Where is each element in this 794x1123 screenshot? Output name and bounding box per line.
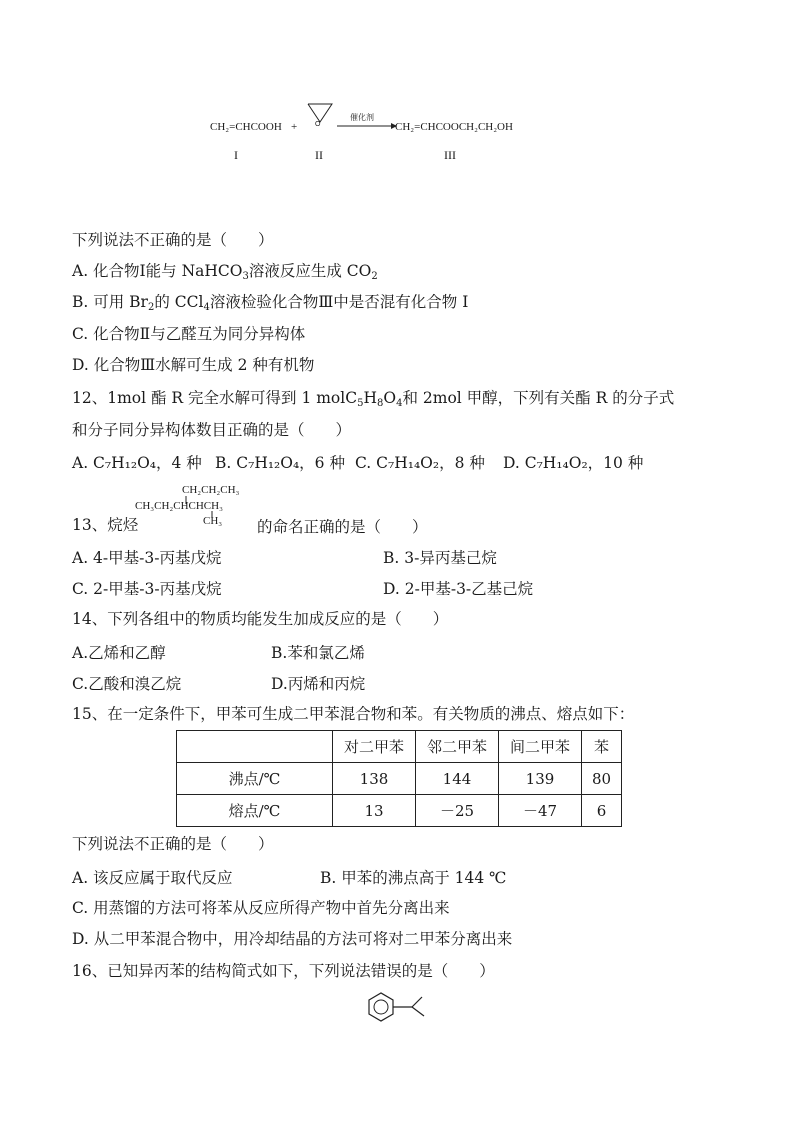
table-cell: 139 <box>499 763 582 795</box>
table-cell: 沸点/℃ <box>177 763 333 795</box>
q15-sub-stem: 下列说法不正确的是（ ） <box>72 835 274 853</box>
q15-option-a: A. 该反应属于取代反应 <box>72 869 233 887</box>
table-header-row <box>177 731 622 763</box>
q13-option-a: A. 4-甲基-3-丙基戊烷 <box>72 549 222 567</box>
q12-option-b: B. C₇H₁₂O₄，6 种 <box>215 454 345 472</box>
q15-stem: 15、在一定条件下，甲苯可生成二甲苯混合物和苯。有关物质的沸点、熔点如下： <box>72 705 635 723</box>
table-cell: 138 <box>333 763 416 795</box>
epoxide-ring-icon <box>306 102 336 132</box>
q14-stem: 14、下列各组中的物质均能发生加成反应的是（ ） <box>72 610 449 628</box>
ring-oxygen: O <box>315 121 321 128</box>
q12-option-d: D. C₇H₁₄O₂，10 种 <box>503 454 644 472</box>
q15-option-b: B. 甲苯的沸点高于 144 ℃ <box>320 869 507 887</box>
alkane-struct-bottom: CH₃ <box>203 515 223 527</box>
table-cell: －47 <box>499 795 582 827</box>
q14-option-a: A.乙烯和乙醇 <box>72 644 166 662</box>
label-compound-1: I <box>234 148 238 162</box>
q11-stem: 下列说法不正确的是（ ） <box>72 231 274 249</box>
catalyst-label: 催化剂 <box>350 113 374 122</box>
label-compound-2: II <box>315 148 323 162</box>
table-row <box>177 763 622 795</box>
q12-option-a: A. C₇H₁₂O₄，4 种 <box>72 454 202 472</box>
table-cell: 13 <box>333 795 416 827</box>
table-header-cell <box>177 731 333 763</box>
isopropylbenzene-structure-icon <box>360 992 440 1024</box>
table-cell: －25 <box>416 795 499 827</box>
q13-prefix: 13、烷烃 <box>72 516 139 534</box>
table-cell: 144 <box>416 763 499 795</box>
q13-option-b: B. 3-异丙基己烷 <box>383 549 497 567</box>
q11-option-c: C. 化合物Ⅱ与乙醛互为同分异构体 <box>72 325 306 343</box>
q15-option-d: D. 从二甲苯混合物中，用冷却结晶的方法可将对二甲苯分离出来 <box>72 930 513 948</box>
table-cell: 熔点/℃ <box>177 795 333 827</box>
label-compound-3: III <box>444 148 456 162</box>
table-header-cell: 邻二甲苯 <box>416 731 499 763</box>
table-cell: 6 <box>582 795 622 827</box>
q12-stem-line2: 和分子同分异构体数目正确的是（ ） <box>72 421 352 439</box>
table-header-cell: 苯 <box>582 731 622 763</box>
q12-option-c: C. C₇H₁₄O₂，8 种 <box>355 454 485 472</box>
product-3: CH₂=CHCOOCH₂CH₂OH <box>395 121 513 133</box>
boiling-melting-table <box>176 730 622 827</box>
q14-option-d: D.丙烯和丙烷 <box>271 675 366 693</box>
alkane-struct-top: CH₂CH₂CH₃ <box>182 484 240 496</box>
q11-option-a: A. 化合物Ⅰ能与 NaHCO$_3$溶液反应生成 $CO_2$ <box>72 262 378 282</box>
q11-option-d: D. 化合物Ⅲ水解可生成 2 种有机物 <box>72 356 315 374</box>
q15-option-c: C. 用蒸馏的方法可将苯从反应所得产物中首先分离出来 <box>72 899 450 917</box>
table-row <box>177 795 622 827</box>
q11-option-b: B. 可用 $Br_2$的 CCl$_4$溶液检验化合物Ⅲ中是否混有化合物 I <box>72 293 469 313</box>
table-header-cell: 对二甲苯 <box>333 731 416 763</box>
q16-stem: 16、已知异丙苯的结构简式如下，下列说法错误的是（ ） <box>72 962 495 980</box>
q14-option-b: B.苯和氯乙烯 <box>271 644 365 662</box>
plus-sign: + <box>291 121 298 133</box>
q12-stem-line1: 12、1mol 酯 R 完全水解可得到 1 $molC_5H_8O_4$和 2mol 甲醇，下列有关酯 R 的分子式 <box>72 389 675 409</box>
alkane-struct-main: CH₃CH₂CHCHCH₃ <box>135 500 223 512</box>
reaction-arrow-icon <box>337 122 397 132</box>
q14-option-c: C.乙酸和溴乙烷 <box>72 675 182 693</box>
table-cell: 80 <box>582 763 622 795</box>
q13-option-d: D. 2-甲基-3-乙基己烷 <box>383 580 534 598</box>
table-header-cell: 间二甲苯 <box>499 731 582 763</box>
reactant-1: CH₂=CHCOOH <box>210 121 282 133</box>
q13-suffix: 的命名正确的是（ ） <box>257 518 428 536</box>
q13-option-c: C. 2-甲基-3-丙基戊烷 <box>72 580 222 598</box>
